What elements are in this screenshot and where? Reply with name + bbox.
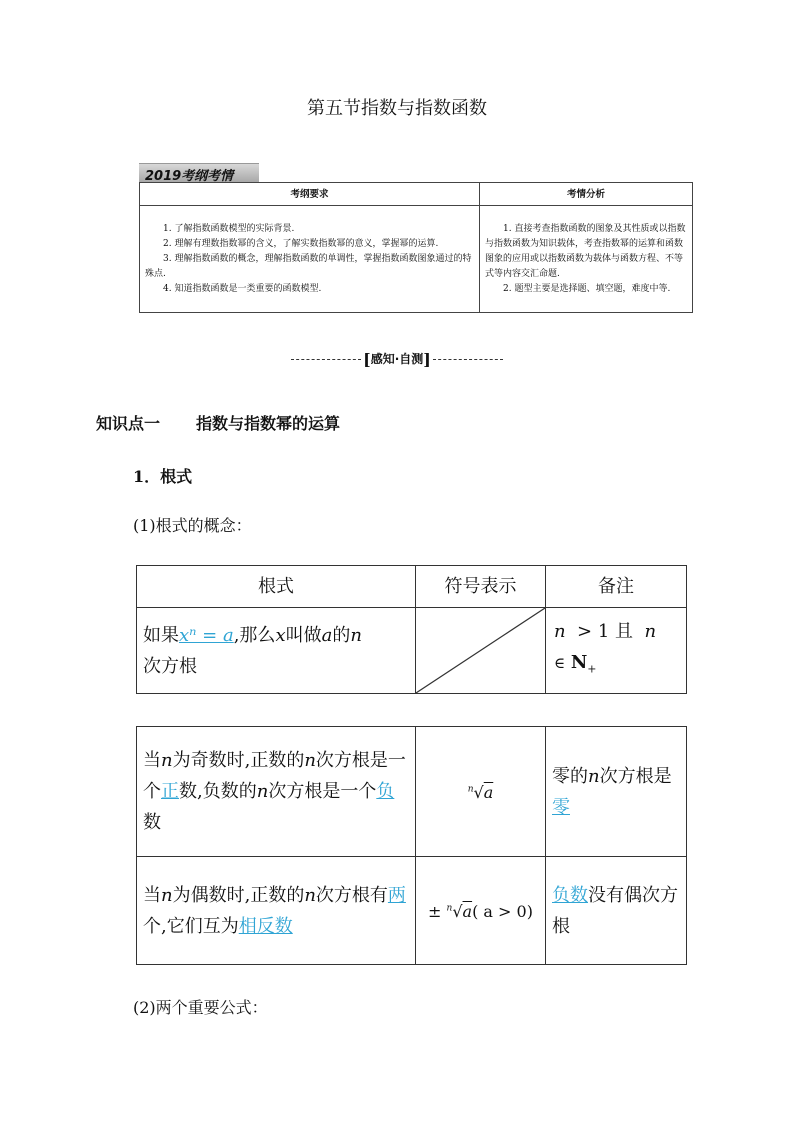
analysis-item: 1. 直接考查指数函数的图象及其性质或以指数与指数函数为知识载体，考查指数幂的运算和函数图象的应用或以指数函数为载体与函数方程、不等式等内容交汇命题. [485, 223, 686, 279]
answer-equation: xⁿ = a [179, 624, 234, 646]
radical-concept-table [136, 565, 687, 694]
subsection-radical-concept: (1)根式的概念： [133, 516, 252, 535]
even-root-note: 负数没有偶次方根 [546, 857, 687, 965]
bracket-right-icon: ] [423, 350, 431, 369]
exam-header-requirements: 考纲要求 [140, 183, 480, 206]
symbol-empty-cell [416, 608, 546, 694]
note-cell: n > 1 且 n ∈ $N_+$ [546, 608, 687, 694]
exam-tag-label: 2019考纲考情 [145, 169, 234, 184]
diagonal-line [416, 608, 545, 693]
bracket-left-icon: [ [363, 350, 371, 369]
radical-definition-cell: 如果xⁿ = a,那么x叫做a的n 次方根 [137, 608, 416, 694]
section-heading-radical: 1．根式 [133, 467, 193, 486]
radical-property-table [136, 726, 687, 965]
answer-negative-number: 负数 [552, 884, 588, 906]
divider-right-label: 自测 [399, 352, 424, 366]
header-note: 备注 [546, 566, 687, 608]
exam-table [139, 182, 693, 313]
analysis-cell [480, 206, 693, 313]
odd-root-cell: 当n为奇数时,正数的n次方根是一个正数,负数的n次方根是一个负数 [137, 727, 416, 857]
header-symbol: 符号表示 [416, 566, 546, 608]
answer-opposite: 相反数 [238, 915, 293, 937]
answer-two: 两 [387, 884, 406, 906]
odd-root-note: 零的n次方根是零 [546, 727, 687, 857]
requirement-item: 1. 了解指数函数模型的实际背景. [163, 223, 295, 234]
knowledge-point-heading [96, 411, 340, 434]
knowledge-point-label: 知识点一 [96, 414, 161, 433]
requirement-item: 2. 理解有理数指数幂的含义，了解实数指数幂的意义，掌握幂的运算. [163, 238, 439, 249]
divider-left-label: 感知 [370, 352, 395, 366]
knowledge-point-title: 指数与指数幂的运算 [196, 414, 341, 433]
odd-root-symbol: $^n$√a [416, 727, 546, 857]
subsection-important-formulas: (2)两个重要公式： [133, 998, 268, 1017]
requirement-item: 3. 理解指数函数的概念，理解指数函数的单调性，掌握指数函数图象通过的特殊点. [145, 253, 472, 279]
answer-zero: 零 [552, 796, 570, 818]
answer-positive: 正 [161, 781, 179, 802]
exam-header-analysis: 考情分析 [480, 183, 693, 206]
requirements-cell [140, 206, 480, 313]
even-root-cell: 当n为偶数时,正数的n次方根有两个,它们互为相反数 [137, 857, 416, 965]
even-root-symbol: ± $^n$√a( a > 0) [416, 857, 546, 965]
divider-dash-right [433, 359, 503, 360]
exam-tag [139, 163, 259, 182]
divider-dot: · [394, 352, 400, 366]
requirement-item: 4. 知道指数函数是一类重要的函数模型. [163, 283, 322, 294]
section-divider [0, 350, 794, 369]
header-radical: 根式 [137, 566, 416, 608]
answer-negative: 负 [376, 781, 395, 802]
divider-dash-left [291, 359, 361, 360]
analysis-item: 2. 题型主要是选择题、填空题，难度中等. [503, 283, 671, 294]
page-title: 第五节指数与指数函数 [307, 98, 487, 119]
